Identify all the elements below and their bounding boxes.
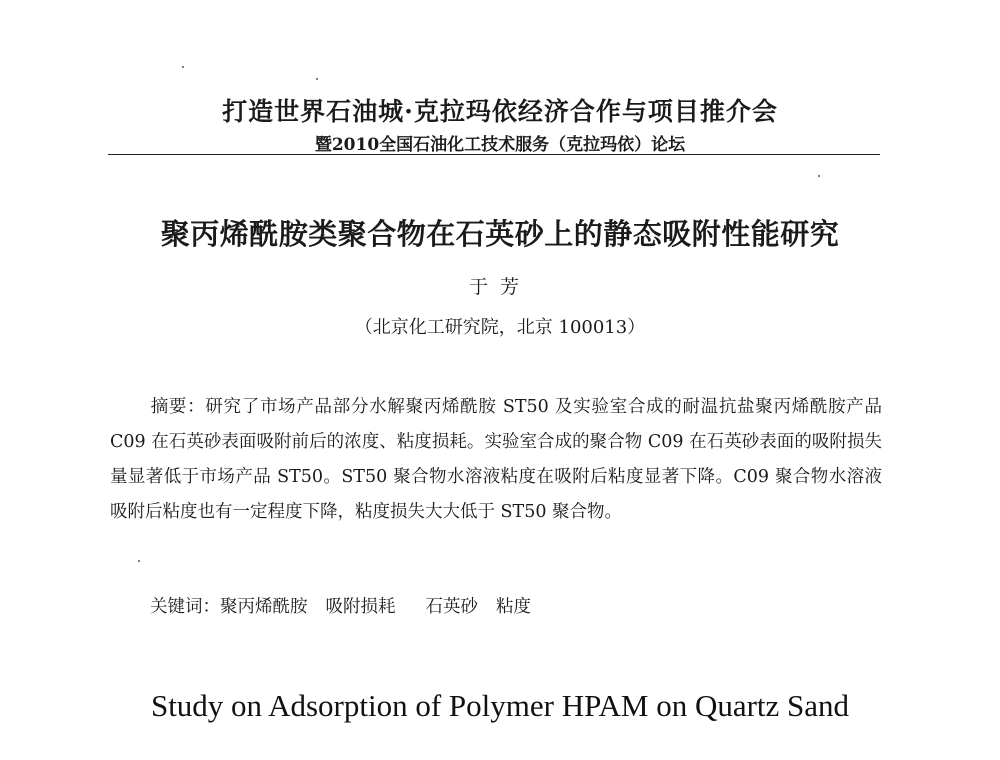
header-divider [108, 154, 880, 155]
scan-speck [818, 175, 820, 177]
keyword: 粘度 [496, 597, 531, 617]
abstract-text: 研究了市场产品部分水解聚丙烯酰胺 ST50 及实验室合成的耐温抗盐聚丙烯酰胺产品 C09 在石英砂表面吸附前后的浓度、粘度损耗。实验室合成的聚合物 C09 在石英砂表面的吸附损失量显著低于市场产品 ST50。ST50 聚合物水溶液粘度在吸附后粘度显著下降。C09 聚合物水溶液吸附后粘度也有一定程度下降，粘度损失大大低于 ST50 聚合物。 [110, 397, 883, 522]
keyword: 聚丙烯酰胺 [220, 597, 308, 617]
keywords-label: 关键词： [150, 597, 220, 617]
english-title: Study on Adsorption of Polymer HPAM on Quartz Sand [150, 688, 850, 723]
scan-speck [138, 560, 140, 562]
scan-speck [182, 66, 184, 68]
keyword: 吸附损耗 [325, 597, 396, 617]
scan-speck [316, 78, 318, 80]
paper-affiliation: （北京化工研究院，北京 100013） [354, 317, 646, 338]
abstract-paragraph [110, 390, 882, 530]
keyword: 石英砂 [425, 597, 478, 617]
abstract-label: 摘要： [150, 397, 206, 417]
paper-title: 聚丙烯酰胺类聚合物在石英砂上的静态吸附性能研究 [160, 217, 840, 251]
keywords-line [150, 593, 531, 618]
conference-subtitle: 暨2010全国石油化工技术服务（克拉玛依）论坛 [314, 135, 686, 155]
paper-author: 于芳 [468, 276, 531, 298]
conference-title: 打造世界石油城·克拉玛依经济合作与项目推介会 [222, 97, 778, 126]
